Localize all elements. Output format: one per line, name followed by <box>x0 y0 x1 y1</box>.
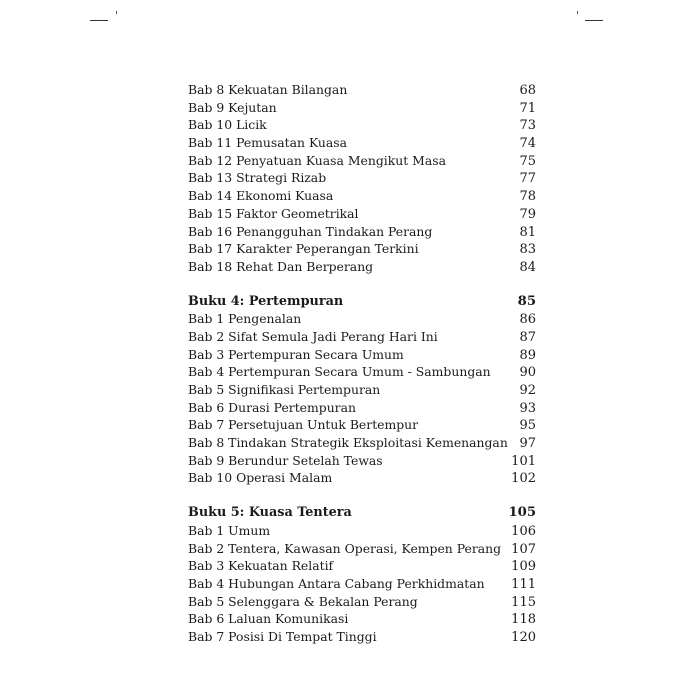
toc-entry <box>188 187 536 205</box>
chapter-label: Bab 6 Durasi Pertempuran <box>188 399 356 415</box>
toc-entry <box>188 152 536 170</box>
page-number: 85 <box>517 293 536 309</box>
page-number: 83 <box>519 242 536 258</box>
toc-entry <box>188 99 536 117</box>
chapter-label: Bab 5 Selenggara & Bekalan Perang <box>188 593 418 609</box>
toc-entry <box>188 310 536 328</box>
toc-entry <box>188 540 536 558</box>
chapter-label: Bab 3 Pertempuran Secara Umum <box>188 346 404 362</box>
page-number: 111 <box>511 576 536 592</box>
section-heading-label: Buku 5: Kuasa Tentera <box>188 505 352 521</box>
toc-entry <box>188 434 536 452</box>
page-number: 89 <box>519 347 536 363</box>
page-number: 106 <box>511 523 536 539</box>
page-number: 68 <box>519 83 536 98</box>
crop-mark-right <box>585 20 603 21</box>
toc-section-heading <box>188 293 536 311</box>
chapter-label: Bab 4 Hubungan Antara Cabang Perkhidmatan <box>188 575 485 591</box>
toc-entry <box>188 258 536 276</box>
page-number: 107 <box>511 541 536 557</box>
chapter-label: Bab 6 Laluan Komunikasi <box>188 611 349 627</box>
crop-mark-left <box>90 20 108 21</box>
toc-entry <box>188 205 536 223</box>
toc-section <box>188 504 536 646</box>
chapter-label: Bab 13 Strategi Rizab <box>188 170 327 186</box>
toc-entry <box>188 575 536 593</box>
page-number: 95 <box>519 418 536 434</box>
toc-entry <box>188 452 536 470</box>
toc-entry <box>188 116 536 134</box>
table-of-contents <box>188 81 536 663</box>
page-number: 109 <box>511 559 536 575</box>
toc-entry <box>188 469 536 487</box>
toc-section <box>188 81 536 276</box>
chapter-label: Bab 18 Rehat Dan Berperang <box>188 258 374 274</box>
toc-entry <box>188 223 536 241</box>
chapter-label: Bab 1 Pengenalan <box>188 311 302 327</box>
toc-entry <box>188 416 536 434</box>
page-number: 73 <box>519 118 536 134</box>
chapter-label: Bab 16 Penangguhan Tindakan Perang <box>188 223 433 239</box>
chapter-label: Bab 14 Ekonomi Kuasa <box>188 188 334 204</box>
section-heading-label: Buku 4: Pertempuran <box>188 293 344 309</box>
chapter-label: Bab 9 Kejutan <box>188 99 277 115</box>
chapter-label: Bab 2 Tentera, Kawasan Operasi, Kempen Perang <box>188 540 502 556</box>
chapter-label: Bab 2 Sifat Semula Jadi Perang Hari Ini <box>188 328 438 344</box>
chapter-label: Bab 8 Tindakan Strategik Eksploitasi Kemenangan <box>188 435 508 451</box>
toc-entry <box>188 81 536 99</box>
chapter-label: Bab 7 Persetujuan Untuk Bertempur <box>188 417 419 433</box>
page-number: 84 <box>519 259 536 275</box>
toc-entry <box>188 240 536 258</box>
page-number: 74 <box>519 136 536 152</box>
toc-section-heading <box>188 504 536 522</box>
toc-entry <box>188 169 536 187</box>
chapter-label: Bab 17 Karakter Peperangan Terkini <box>188 241 419 257</box>
chapter-label: Bab 9 Berundur Setelah Tewas <box>188 452 383 468</box>
toc-entry <box>188 381 536 399</box>
chapter-label: Bab 12 Penyatuan Kuasa Mengikut Masa <box>188 152 446 168</box>
toc-entry <box>188 346 536 364</box>
chapter-label: Bab 5 Signifikasi Pertempuran <box>188 382 381 397</box>
page-number: 81 <box>519 224 536 240</box>
page-number: 79 <box>519 206 536 222</box>
chapter-label: Bab 15 Faktor Geometrikal <box>188 205 359 221</box>
page-number: 97 <box>519 436 536 452</box>
toc-entry <box>188 134 536 152</box>
page-number: 120 <box>511 629 536 645</box>
toc-entry <box>188 628 536 646</box>
page-number: 105 <box>508 505 536 521</box>
toc-entry <box>188 610 536 628</box>
page-number: 92 <box>519 383 536 398</box>
page-number: 86 <box>519 312 536 328</box>
page-number: 77 <box>519 171 536 187</box>
toc-entry <box>188 363 536 381</box>
registration-tick-left <box>116 11 117 14</box>
page-number: 71 <box>519 100 536 116</box>
page-number: 93 <box>519 400 536 416</box>
page-number: 87 <box>519 329 536 345</box>
toc-section <box>188 293 536 488</box>
page-number: 90 <box>519 365 536 381</box>
chapter-label: Bab 11 Pemusatan Kuasa <box>188 135 348 151</box>
page-number: 101 <box>511 453 536 469</box>
toc-entry <box>188 328 536 346</box>
chapter-label: Bab 10 Operasi Malam <box>188 470 333 486</box>
chapter-label: Bab 8 Kekuatan Bilangan <box>188 82 348 97</box>
toc-entry <box>188 399 536 417</box>
toc-entry <box>188 593 536 611</box>
toc-entry <box>188 557 536 575</box>
registration-tick-right <box>577 11 578 14</box>
page-number: 75 <box>519 153 536 169</box>
chapter-label: Bab 10 Licik <box>188 117 267 133</box>
page-number: 118 <box>511 612 536 628</box>
page-number: 78 <box>519 189 536 205</box>
page-number: 115 <box>511 594 536 610</box>
toc-entry <box>188 522 536 540</box>
page-number: 102 <box>511 471 536 487</box>
chapter-label: Bab 1 Umum <box>188 522 271 538</box>
chapter-label: Bab 3 Kekuatan Relatif <box>188 558 334 574</box>
chapter-label: Bab 7 Posisi Di Tempat Tinggi <box>188 628 377 644</box>
chapter-label: Bab 4 Pertempuran Secara Umum - Sambungan <box>188 364 491 380</box>
